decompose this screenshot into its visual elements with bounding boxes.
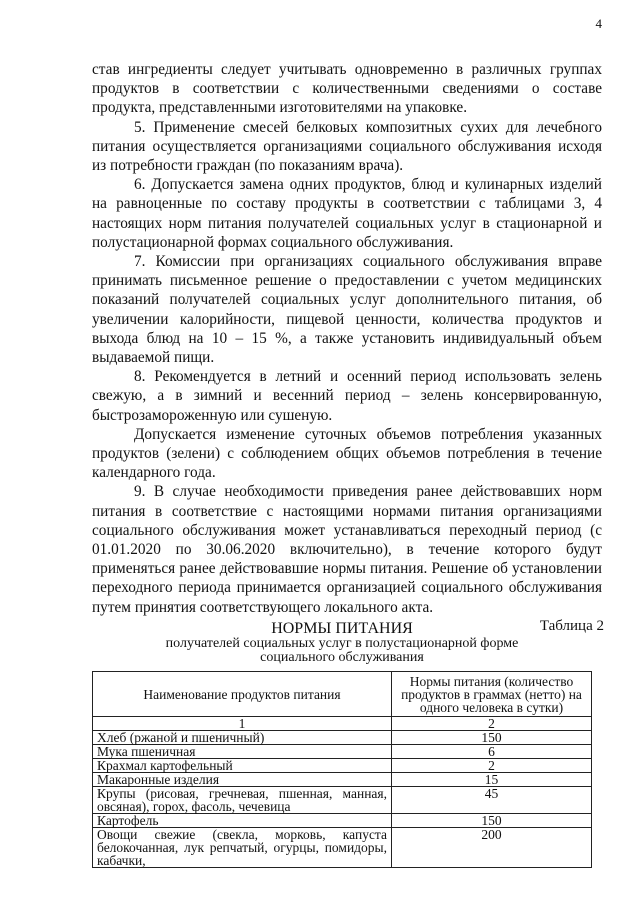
table-row [93,814,592,828]
paragraph: 6. Допускается замена одних продуктов, блюд и кулинарных изделий на равноценные по составу продукты в соответствии с таблицами 3, 4 настоящих норм питания получателей социальных услуг в стационарной и полустационарной формах социального обслуживания. [92,176,602,251]
table-row [93,745,592,759]
paragraph: 7. Комиссии при организациях социального обслуживания вправе принимать письменное решение о предоставлении с учетом медицинских показаний получателей социальных услуг дополнительного питания, об увеличении калорийности, пищевой ценности, количества продуктов и выхода блюд на 10 – 15 %, а также установить индивидуальный объем выдаваемой пищи. [92,253,602,367]
product-quantity: 2 [392,759,592,773]
product-quantity: 6 [392,745,592,759]
table-number-row [93,717,592,731]
column-number: 1 [93,717,392,731]
paragraph: Допускается изменение суточных объемов потребления указанных продуктов (зелени) с соблюдением общих объемов потребления в течение календарного года. [92,425,602,482]
table-row [93,828,592,868]
product-name: Овощи свежие (свекла, морковь, капуста белокочанная, лук репчатый, огурцы, помидоры, кабачки, [93,828,392,868]
product-name: Крахмал картофельный [93,759,392,773]
paragraph: став ингредиенты следует учитывать одновременно в различных группах продуктов в соответствии с количественными сведениями о составе продукта, представленными изготовителями на упаковке. [92,61,602,117]
column-number: 2 [392,717,592,731]
table-title-block [92,620,592,665]
product-quantity: 45 [392,787,592,814]
paragraph: 5. Применение смесей белковых композитных сухих для лечебного питания осуществляется организациями социального обслуживания исходя из потребности граждан (по показаниям врача). [92,118,602,175]
table-subtitle-line2: социального обслуживания [260,650,424,665]
table-row [93,787,592,814]
document-body [92,60,602,617]
header-norms: Нормы питания (количество продуктов в граммах (нетто) на одного человека в сутки) [392,672,592,717]
norms-table [92,671,592,868]
product-name: Картофель [93,814,392,828]
product-name: Мука пшеничная [93,745,392,759]
product-quantity: 150 [392,814,592,828]
page-number: 4 [595,16,602,31]
product-name: Крупы (рисовая, гречневая, пшенная, манная, овсяная), горох, фасоль, чечевица [93,787,392,814]
table-title: НОРМЫ ПИТАНИЯ [271,620,413,637]
paragraph: 9. В случае необходимости приведения ранее действовавших норм питания в соответствие с настоящими нормами питания организациями социального обслуживания может устанавливаться переходный период (с 01.01.2020 по 30.06.2020 включительно), в течение которого будут применяться ранее действовавшие нормы питания. Решение об установлении переходного периода принимается организацией социального обслуживания путем принятия соответствующего локального акта. [92,483,602,616]
table-label: Таблица 2 [539,618,604,634]
table-row [93,731,592,745]
table-row [93,773,592,787]
header-product-name: Наименование продуктов питания [93,672,392,717]
product-quantity: 150 [392,731,592,745]
product-name: Макаронные изделия [93,773,392,787]
product-quantity: 15 [392,773,592,787]
product-name: Хлеб (ржаной и пшеничный) [93,731,392,745]
product-quantity: 200 [392,828,592,868]
table-header-row [93,672,592,717]
table-row [93,759,592,773]
paragraph: 8. Рекомендуется в летний и осенний период использовать зелень свежую, а в зимний и весенний период – зелень консервированную, быстрозамороженную или сушеную. [92,368,602,424]
table-subtitle-line1: получателей социальных услуг в полустационарной форме [165,636,519,651]
